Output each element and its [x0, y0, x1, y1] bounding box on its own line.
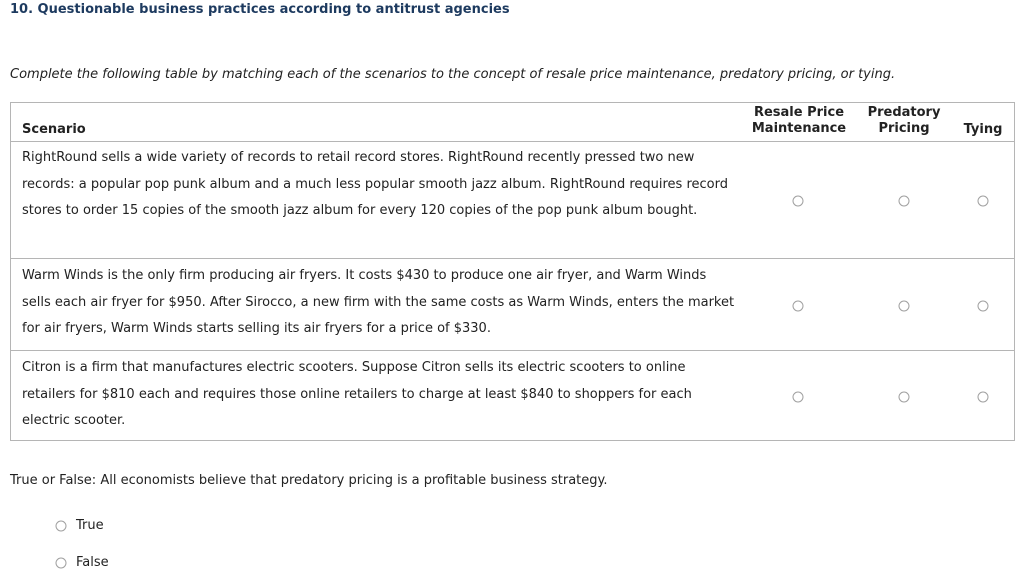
header-resale-line1: Resale Price: [753, 105, 845, 120]
radio-row2-tying[interactable]: [978, 301, 989, 312]
radio-row2-resale-price-maintenance[interactable]: [793, 301, 804, 312]
radio-row1-resale-price-maintenance[interactable]: [793, 196, 804, 207]
radio-row1-predatory-pricing[interactable]: [899, 196, 910, 207]
radio-row3-predatory-pricing[interactable]: [899, 392, 910, 403]
radio-row3-tying[interactable]: [978, 392, 989, 403]
radio-true[interactable]: [56, 521, 67, 532]
header-scenario: Scenario: [22, 122, 86, 137]
table-row: [11, 259, 1014, 351]
question-instruction: Complete the following table by matching each of the scenarios to the concept of resale price maintenance, predatory pricing, or tying.: [10, 67, 896, 82]
header-predatory-pricing: [868, 105, 941, 137]
scenario-text: Warm Winds is the only firm producing air fryers. It costs $430 to produce one air fryer, and Warm Winds sells each air fryer for $950. After Sirocco, a new firm with the same costs as Warm Winds, enters the market for air fryers, Warm Winds starts selling its air fryers for a price of $330.: [22, 268, 735, 336]
header-resale-line2: Maintenance: [751, 121, 847, 136]
table-row: [11, 141, 1014, 259]
radio-false[interactable]: [56, 558, 67, 569]
header-predatory-line1: Predatory: [867, 105, 941, 120]
table-row: [11, 351, 1014, 440]
radio-row3-resale-price-maintenance[interactable]: [793, 392, 804, 403]
table-header: [11, 103, 1014, 142]
true-false-question: True or False: All economists believe that predatory pricing is a profitable business strategy.: [10, 473, 608, 488]
radio-row1-tying[interactable]: [978, 196, 989, 207]
option-true-label: True: [76, 518, 104, 533]
radio-row2-predatory-pricing[interactable]: [899, 301, 910, 312]
header-tying: Tying: [963, 122, 1003, 137]
scenario-text: Citron is a firm that manufactures electric scooters. Suppose Citron sells its electric scooters to online retailers for $810 each and requires those online retailers to charge at least $840 to shoppers for each electric scooter.: [22, 360, 692, 428]
matching-table: [10, 102, 1015, 441]
option-false-label: False: [76, 555, 109, 570]
header-predatory-line2: Pricing: [878, 121, 930, 136]
question-title: 10. Questionable business practices according to antitrust agencies: [10, 2, 510, 17]
scenario-text: RightRound sells a wide variety of records to retail record stores. RightRound recently pressed two new records: a popular pop punk album and a much less popular smooth jazz album. RightRound requires record stores to order 15 copies of the smooth jazz album for every 120 copies of the pop punk album bought.: [22, 150, 728, 218]
header-resale-price-maintenance: [752, 105, 846, 137]
